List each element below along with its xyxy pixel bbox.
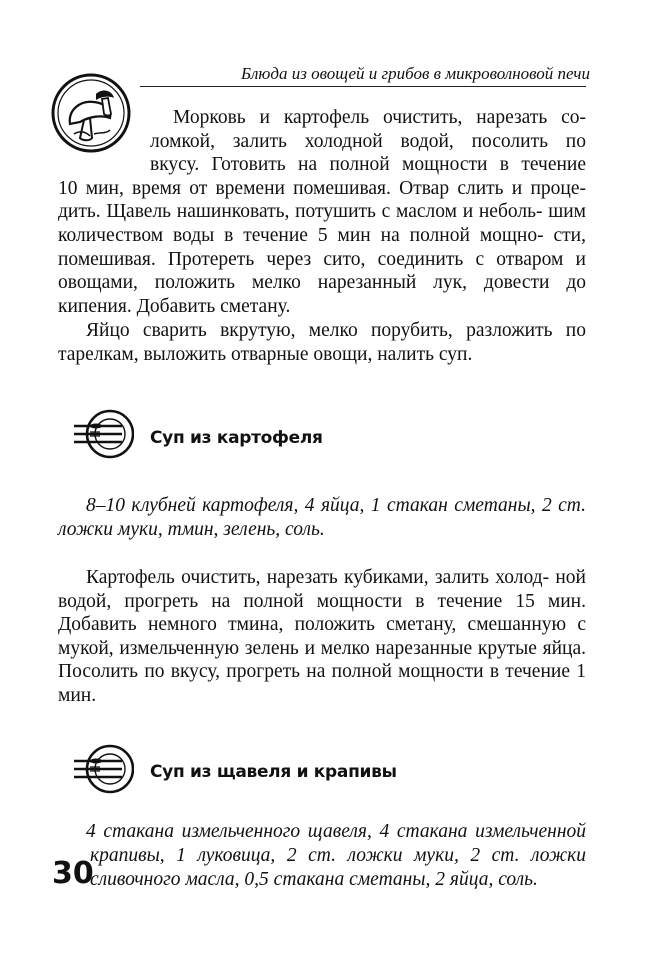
- page-number: 30: [52, 856, 94, 891]
- recipe-title-potato-soup: Суп из картофеля: [150, 428, 323, 448]
- plate-cutlery-icon: [70, 743, 134, 795]
- header-rule: [140, 86, 586, 87]
- running-title: Блюда из овощей и грибов в микроволновой печи: [240, 64, 590, 83]
- intro-line-rest: 10 мин, время от времени помешивая. Отвар слить и проце- дить. Щавель нашинковать, потушить с маслом и неболь- шим количеством воды в течение 5 мин на полной мощно- сти, помешивая. Протереть через сито, соединить с отваром и овощами, положить мелко нарезанный лук, довести до кипения. Добавить сметану.: [58, 177, 586, 317]
- intro-paragraph-1: [58, 106, 586, 318]
- intro-line-2: ломкой, залить холодной водой, посолить по: [150, 130, 586, 152]
- intro-paragraph-2: Яйцо сварить вкрутую, мелко порубить, разложить по тарелкам, выложить отварные овощи, налить суп.: [58, 320, 586, 365]
- recipe-1-ingredients: 8–10 клубней картофеля, 4 яйца, 1 стакан сметаны, 2 ст. ложки муки, тмин, зелень, соль.: [58, 495, 586, 540]
- intro-line-3: вкусу. Готовить на полной мощности в течение: [150, 154, 586, 176]
- recipe-title-sorrel-nettle-soup: Суп из щавеля и крапивы: [150, 762, 397, 782]
- recipe-2-ingredients: [58, 820, 586, 892]
- plate-cutlery-icon: [70, 408, 134, 460]
- recipe-2-ingredients-line-1: 4 стакана измельченного щавеля, 4 стакана измельченной: [86, 821, 586, 842]
- recipe-1-method: Картофель очистить, нарезать кубиками, залить холод- ной водой, прогреть на полной мощности в течение 15 мин. Добавить немного тмина, положить сметану, смешанную с мукой, измельченную зелень и мелко нарезанные крутые яйца. Посолить по вкусу, прогреть на полной мощности в течение 1 мин.: [58, 567, 586, 706]
- intro-line-1: Морковь и картофель очистить, нарезать со-: [173, 107, 586, 128]
- recipe-2-ingredients-rest: крапивы, 1 луковица, 2 ст. ложки муки, 2 ст. ложки сливочного масла, 0,5 стакана сметаны, 2 яйца, соль.: [90, 845, 586, 890]
